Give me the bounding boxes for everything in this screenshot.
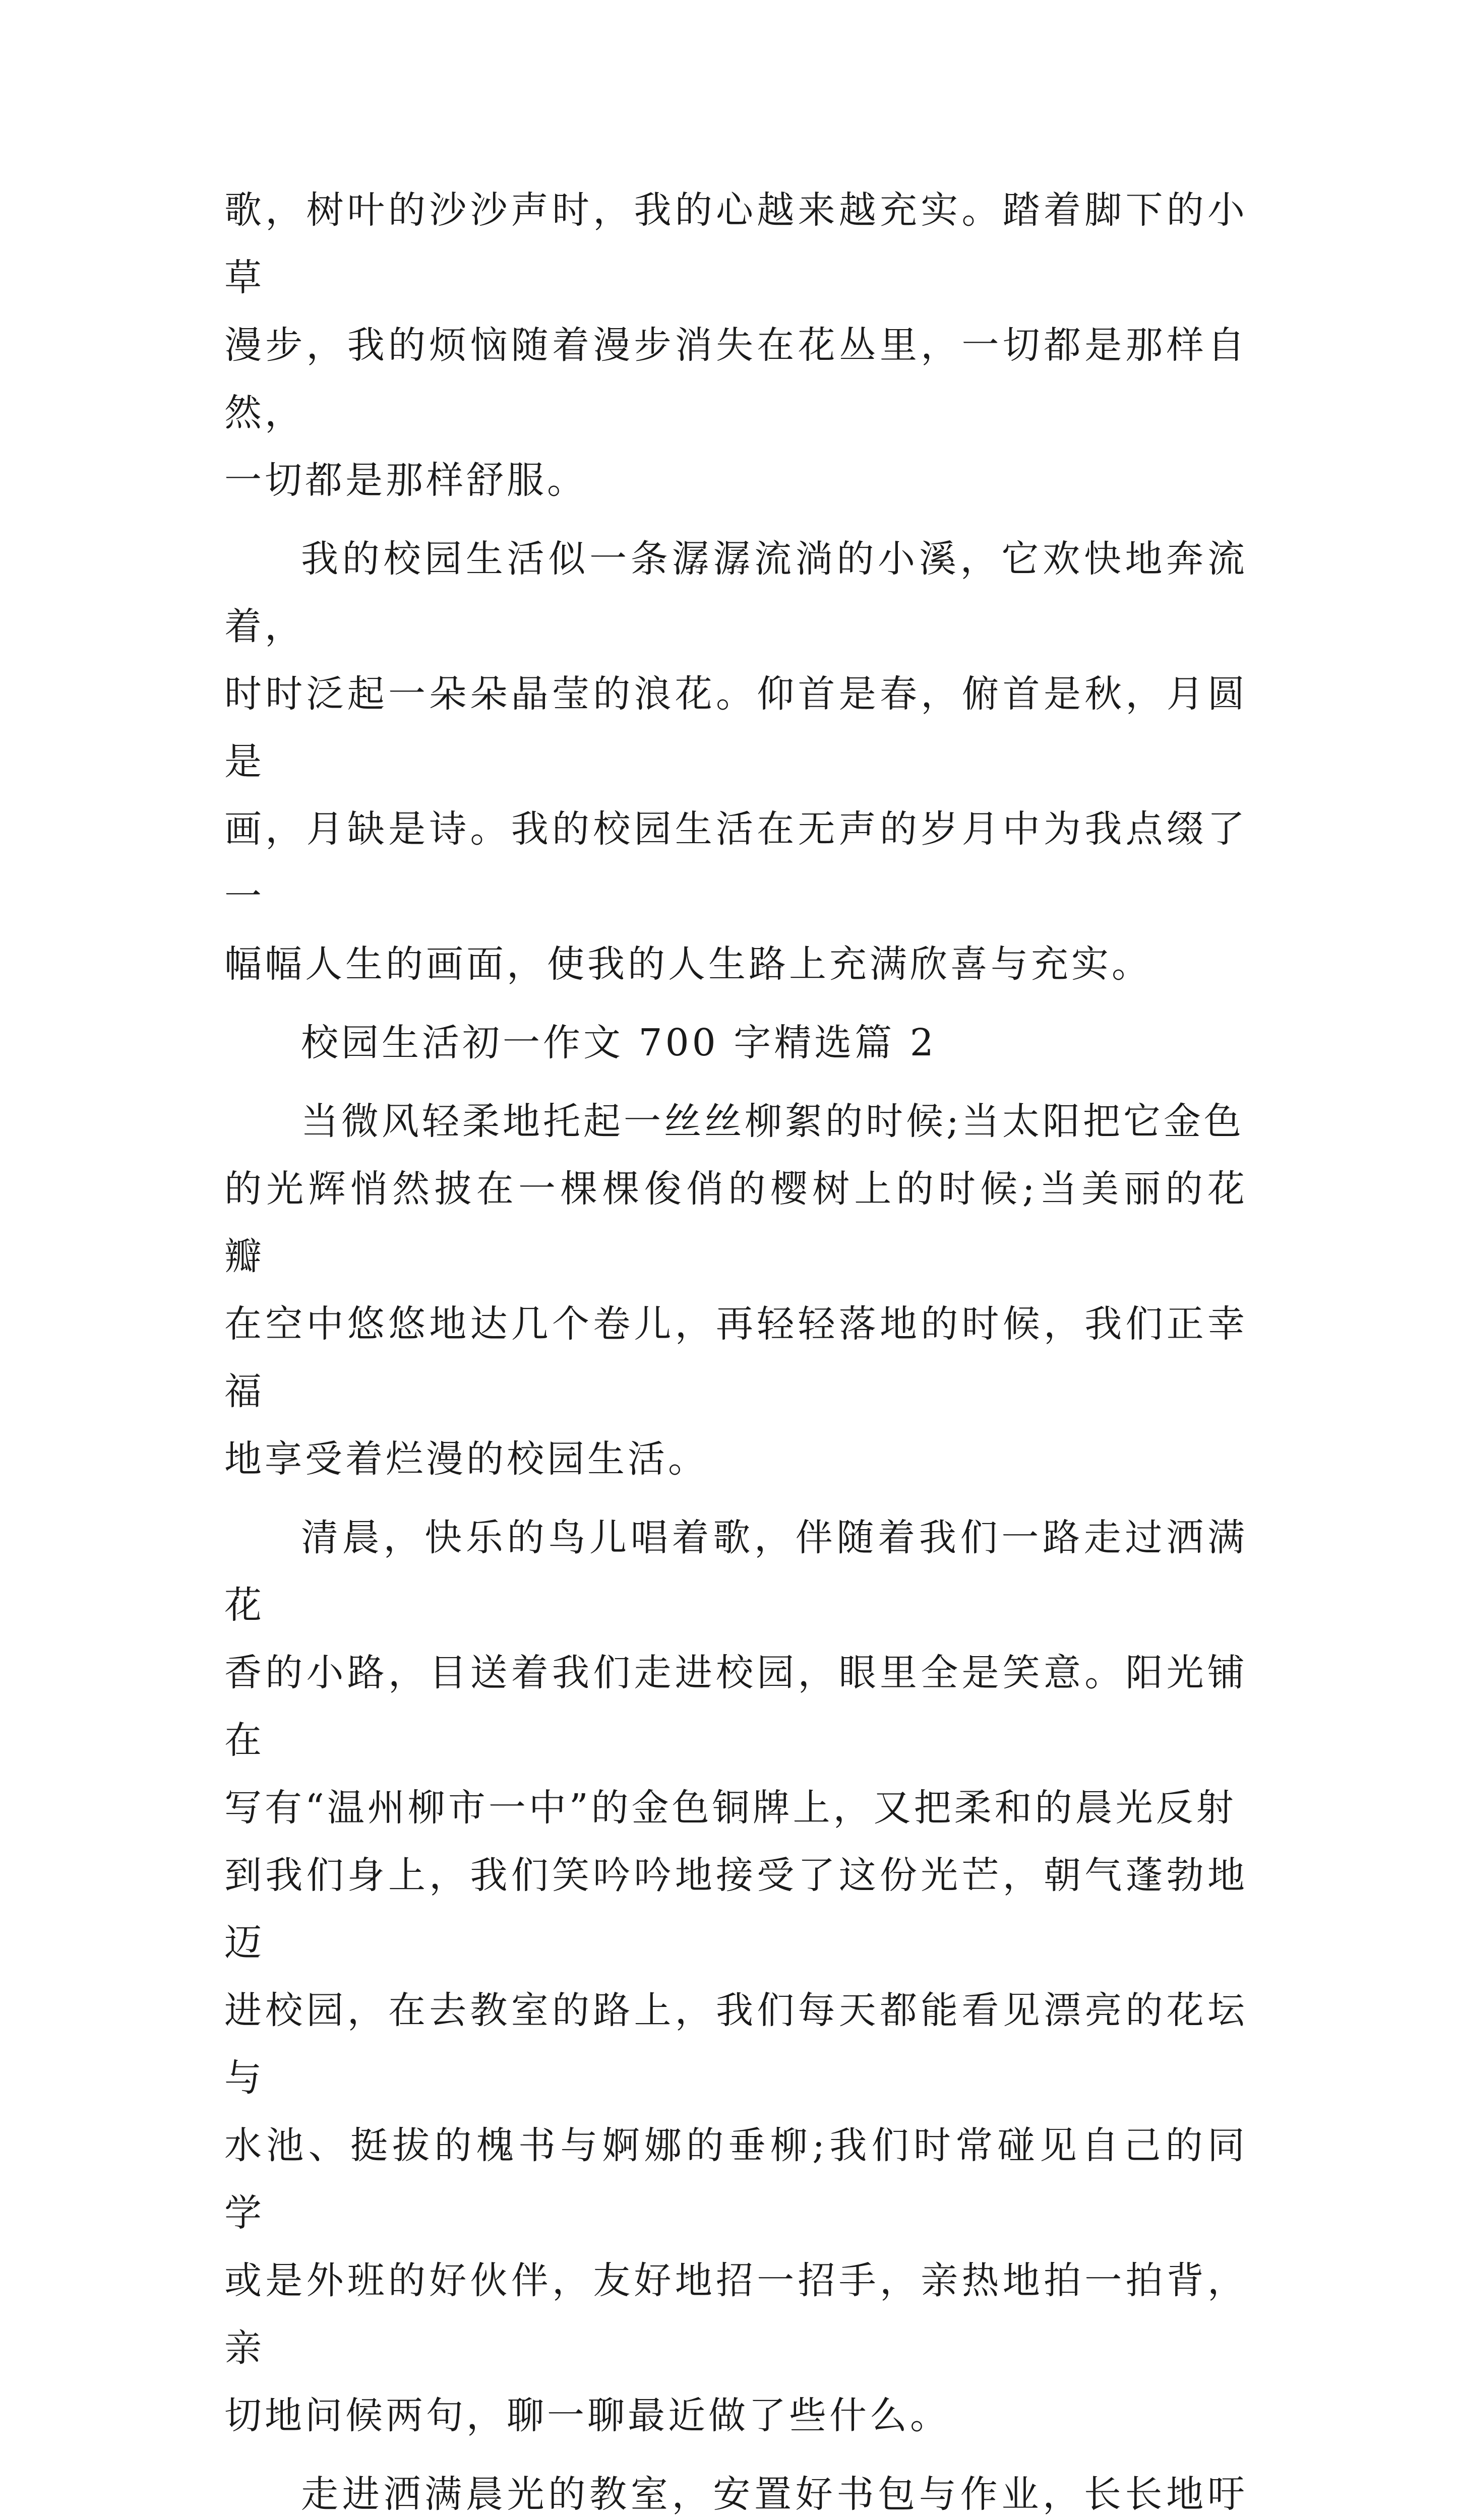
paragraph-campus-life-stream: 我的校园生活似一条潺潺流淌的小溪，它欢快地奔流着， 时时泛起一朵朵晶莹的浪花。仰首是春，俯首是秋，月圆是 画，月缺是诗。我的校园生活在无声的岁月中为我点缀了一 幅幅人生的画面，使我的人生路上充满欣喜与充实。 [224,537,1248,986]
paragraph-classroom: 走进洒满晨光的教室，安置好书包与作业，长长地吁 [301,2473,1248,2516]
paragraph-morning: 清晨，快乐的鸟儿唱着歌，伴随着我们一路走过洒满花 香的小路，目送着我们走进校园，眼里全是笑意。阳光铺在 写有“温州柳市一中”的金色铜牌上，又把柔和的晨光反射 到我们身上，我们笑吟吟地接受了这份光芒，朝气蓬勃地迈 进校园，在去教室的路上，我们每天都能看见漂亮的花坛与 水池、挺拔的槐书与婀娜的垂柳;我们时常碰见自己的同学 或是外班的好伙伴，友好地招一招手，亲热地拍一拍背，亲 切地问候两句，聊一聊最近做了些什么。 [224,1516,1248,2437]
section-heading: 校园生活初一作文 700 字精选篇 2 [301,1021,937,1064]
paragraph-continuation: 歌，树叶的沙沙声时，我的心越来越充实。踏着脚下的小草 漫步，我的烦恼随着漫步消失在花丛里，一切都是那样自然， 一切都是那样舒服。 [224,188,1248,502]
document-body [224,176,1248,2520]
paragraph-breeze: 当微风轻柔地托起一丝丝柳絮的时候;当太阳把它金色 的光辉悄然披在一棵棵俊俏的樱树上的时候;当美丽的花瓣 在空中悠悠地达几个卷儿，再轻轻落地的时候，我们正幸福 地享受着烂漫的校园生活。 [224,1100,1248,1481]
